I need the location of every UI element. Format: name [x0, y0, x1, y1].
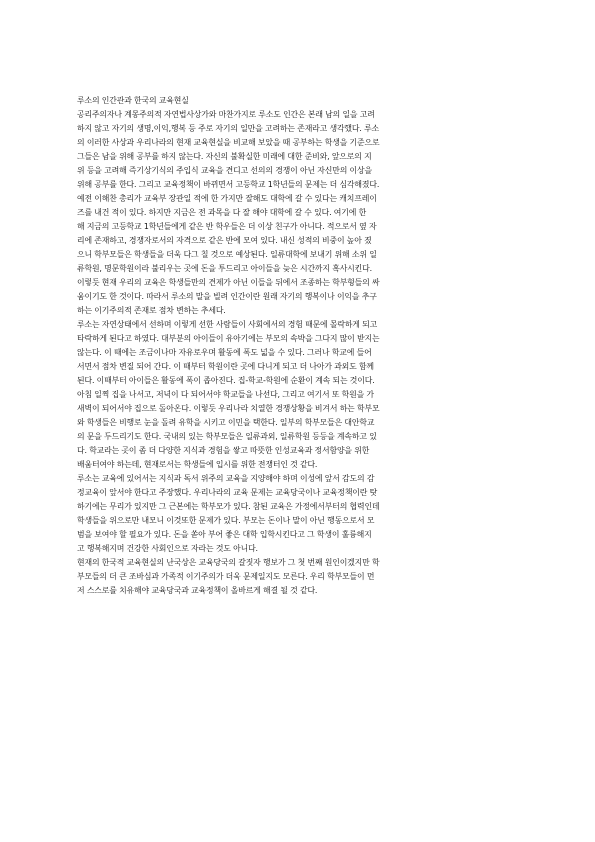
text-line: 위해 공부를 한다. 그리고 교육정책이 바뀌면서 고등학교 1학년들의 문제는 더 심각해졌다.: [77, 180, 380, 189]
essay-title: 루소의 인간관과 한국의 교육현실: [77, 96, 189, 105]
text-line: 않는다. 이 때에는 조금이나마 자유로우며 활동에 폭도 넓을 수 있다. 그러나 학교에 들어: [77, 348, 372, 357]
text-line: 으니 학부모들은 학생들을 더욱 다그 칠 것으로 예상된다. 일류대학에 보내기 위해 소위 일: [77, 250, 377, 259]
text-line: 정교육이 앞서야 한다고 주장했다. 우리나라의 교육 문제는 교육당국이나 교육정책이란 탓: [77, 488, 378, 497]
text-line: 범을 보여야 할 필요가 있다. 돈을 쏟아 부어 좋은 대학 입학시킨다고 그 학생이 훌륭해지: [77, 530, 372, 539]
text-line: 된다. 이때부터 아이들은 활동에 폭이 좁아진다. 집-학교-학원에 순환이 계속 되는 것이다.: [77, 376, 375, 385]
text-line: 부모들의 더 큰 조바심과 가족적 이기주의가 더욱 문제일지도 모른다. 우리 학부모들이 먼: [77, 572, 375, 581]
text-line: 위 등을 고려해 즉기상기식의 주입식 교육을 견디고 선의의 경쟁이 아닌 자신만의 이상을: [77, 166, 372, 175]
text-line: 서면서 점차 변질 되어 간다. 이 때부터 학원이란 곳에 다니게 되고 더 나아가 과외도 함께: [77, 362, 374, 371]
text-line: 하는 이기주의적 존재로 점차 변하는 추세다.: [77, 306, 226, 315]
text-line: 고 행복해지며 건강한 사회인으로 자라는 것도 아니다.: [77, 544, 258, 553]
essay-body: [77, 94, 517, 598]
text-line: 해 지금의 고등학교 1학년들에게 같은 반 학우들은 더 이상 친구가 아니다. 적으로서 옆 자: [77, 222, 377, 231]
text-line: 새벽이 되어서야 집으로 돌아온다. 이렇듯 우리나라 치열한 경쟁상황을 비겨서 하는 학부모: [77, 404, 380, 413]
text-line: 타락하게 된다고 하였다. 대부분의 아이들이 유아기에는 부모의 속박을 그다지 많이 받지는: [77, 334, 380, 343]
text-line: 움이기도 한 것이다. 따라서 루소의 말을 빌려 인간이란 원래 자기의 행복이나 이익을 추구: [77, 292, 377, 301]
text-line: 학생들을 위으로만 내모니 이것또한 문제가 있다. 부모는 돈이나 말이 아닌 행동으로서 모: [77, 516, 375, 525]
text-line: 리에 존재하고, 경쟁자로서의 자격으로 같은 반에 모여 있다. 내신 성적의 비중이 높아 졌: [77, 236, 372, 245]
text-line: 즈를 내건 적이 있다. 하지만 지금은 전 과목을 다 잘 해야 대학에 갈 수 있다. 여기에 한: [77, 208, 367, 217]
text-line: 그들은 남을 위해 공부를 하지 않는다. 자신의 불확실한 미래에 대한 준비와, 앞으로의 지: [77, 152, 372, 161]
text-line: 공리주의자나 계몽주의적 자연법사상가와 마찬가지로 루소도 인간은 본래 남의 일을 고려: [77, 110, 375, 119]
text-line: 다. 학교라는 곳이 좀 더 다양한 지식과 경험을 쌓고 따뜻한 인성교육과 정서함양을 위한: [77, 446, 370, 455]
text-line: 의 이러한 사상과 우리나라의 현재 교육현실을 비교해 보았을 때 공부하는 학생을 기준으로: [77, 138, 380, 147]
text-line: 아침 일찍 집을 나서고, 저녁이 다 되어서야 학교들을 나선다, 그리고 여기서 또 학원을 가: [77, 390, 374, 399]
text-line: 현재의 한국적 교육현실의 난국상은 교육당국의 갈짓자 행보가 그 첫 번째 원인이겠지만 학: [77, 558, 380, 567]
text-line: 배움터여야 하는데, 현재로서는 학생들에 입시를 위한 전쟁터인 것 같다.: [77, 460, 318, 469]
text-line: 저 스스로를 치유해야 교육당국과 교육정책이 올바르게 해결 될 것 같다.: [77, 586, 318, 595]
text-line: 루소는 교육에 있어서는 지식과 독서 위주의 교육을 지양해야 하며 이성에 앞서 감도의 감: [77, 474, 375, 483]
text-line: 이렇듯 현재 우리의 교육은 학생들만의 견제가 아닌 이들을 뒤에서 조종하는 학부형들의 싸: [77, 278, 380, 287]
text-line: 와 학생들은 비행로 눈을 돌려 유학을 시키고 이민을 택한다. 일부의 학부모들은 대안학교: [77, 418, 375, 427]
text-line: 류학원, 명문학원이라 불리우는 곳에 돈을 투드리고 아이들을 늦은 시간까지 혹사시킨다.: [77, 264, 372, 273]
text-line: 하지 않고 자기의 생명,이익,행복 등 주로 자기의 일만을 고려하는 존재라고 생각했다. 루소: [77, 124, 380, 133]
text-line: 루소는 자연상태에서 선하며 이렇게 선한 사람들이 사회에서의 경험 때문에 몰락하게 되고: [77, 320, 378, 329]
text-line: 예전 이해찬 총리가 교육부 장관일 적에 한 가지만 잘해도 대학에 갈 수 있다는 캐치프레이: [77, 194, 377, 203]
text-line: 하기에는 무리가 있지만 그 근본에는 학부모가 있다. 참된 교육은 가정에서부터의 협력인데: [77, 502, 380, 511]
text-line: 의 문을 두드리기도 한다. 국내의 있는 학부모들은 일류과외, 일류학원 등등을 계속하고 있: [77, 432, 377, 441]
